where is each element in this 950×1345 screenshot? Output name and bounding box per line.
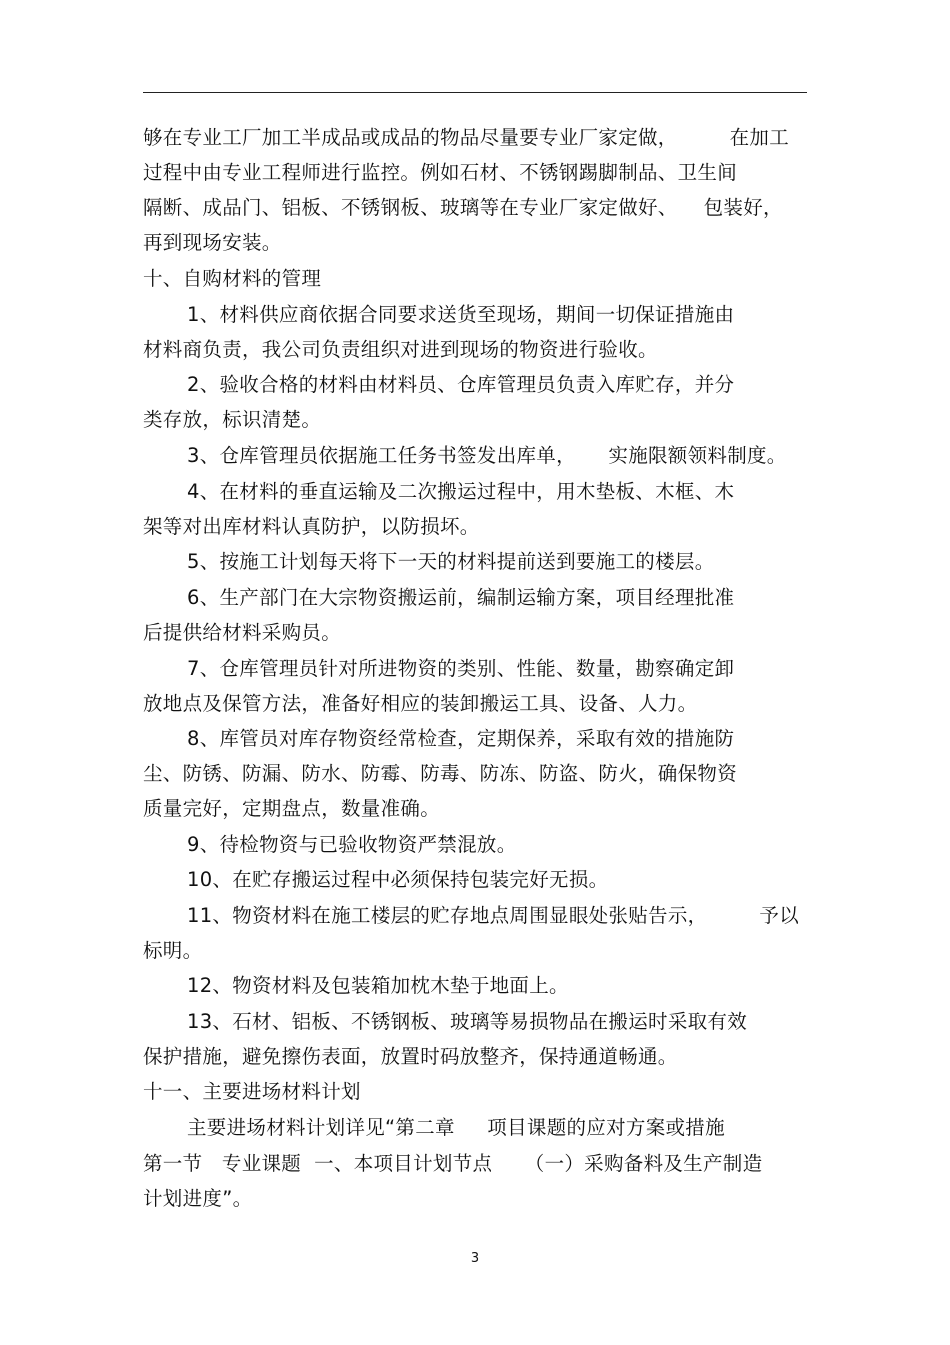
body-text-line: 类存放，标识清楚。 (143, 408, 322, 431)
body-text-line: 放地点及保管方法，准备好相应的装卸搬运工具、设备、人力。 (143, 692, 698, 715)
list-item-text: 6、生产部门在大宗物资搬运前，编制运输方案，项目经理批准 (187, 586, 735, 609)
list-item-text: 3、仓库管理员依据施工任务书签发出库单， 实施限额领料制度。 (187, 444, 787, 467)
body-text-line: 保护措施，避免擦伤表面，放置时码放整齐，保持通道畅通。 (143, 1045, 678, 1068)
section-heading: 十一、主要进场材料计划 (143, 1080, 361, 1103)
page-number: 3 (470, 1251, 480, 1266)
body-text-line: 质量完好，定期盘点，数量准确。 (143, 797, 441, 820)
list-item-text: 4、在材料的垂直运输及二次搬运过程中，用木垫板、木框、木 (187, 480, 735, 503)
list-item-text: 5、按施工计划每天将下一天的材料提前送到要施工的楼层。 (187, 550, 715, 573)
list-item-text: 7、仓库管理员针对所进物资的类别、性能、数量，勘察确定卸 (187, 657, 735, 680)
body-text-line: 隔断、成品门、铝板、不锈钢板、玻璃等在专业厂家定做好、 包装好， (143, 196, 783, 219)
list-item-text: 10、在贮存搬运过程中必须保持包装完好无损。 (187, 868, 609, 891)
body-text-line: 后提供给材料采购员。 (143, 621, 342, 644)
list-item-text: 1、材料供应商依据合同要求送货至现场，期间一切保证措施由 (187, 303, 735, 326)
body-text-line: 计划进度”。 (143, 1187, 253, 1210)
body-text-line: 材料商负责，我公司负责组织对进到现场的物资进行验收。 (143, 338, 658, 361)
header-rule (143, 92, 807, 93)
list-item-text: 13、石材、铝板、不锈钢板、玻璃等易损物品在搬运时采取有效 (187, 1010, 748, 1033)
body-text-line: 主要进场材料计划详见“第二章 项目课题的应对方案或措施 (187, 1116, 725, 1139)
body-text-line: 够在专业工厂加工半成品或成品的物品尽量要专业厂家定做， 在加工 (143, 126, 789, 149)
body-text-line: 第一节 专业课题 一、本项目计划节点 （一）采购备料及生产制造 (143, 1152, 763, 1175)
list-item-text: 8、库管员对库存物资经常检查，定期保养，采取有效的措施防 (187, 727, 735, 750)
body-text-line: 再到现场安装。 (143, 231, 282, 254)
list-item-text: 11、物资材料在施工楼层的贮存地点周围显眼处张贴告示， 予以 (187, 904, 800, 927)
body-text-line: 过程中由专业工程师进行监控。例如石材、不锈钢踢脚制品、卫生间 (143, 161, 738, 184)
list-item-text: 2、验收合格的材料由材料员、仓库管理员负责入库贮存，并分 (187, 373, 735, 396)
list-item-text: 12、物资材料及包装箱加枕木垫于地面上。 (187, 974, 569, 997)
body-text-line: 尘、防锈、防漏、防水、防霉、防毒、防冻、防盗、防火，确保物资 (143, 762, 738, 785)
section-heading: 十、自购材料的管理 (143, 267, 322, 290)
body-text-line: 标明。 (143, 939, 203, 962)
body-text-line: 架等对出库材料认真防护，以防损坏。 (143, 515, 480, 538)
list-item-text: 9、待检物资与已验收物资严禁混放。 (187, 833, 517, 856)
